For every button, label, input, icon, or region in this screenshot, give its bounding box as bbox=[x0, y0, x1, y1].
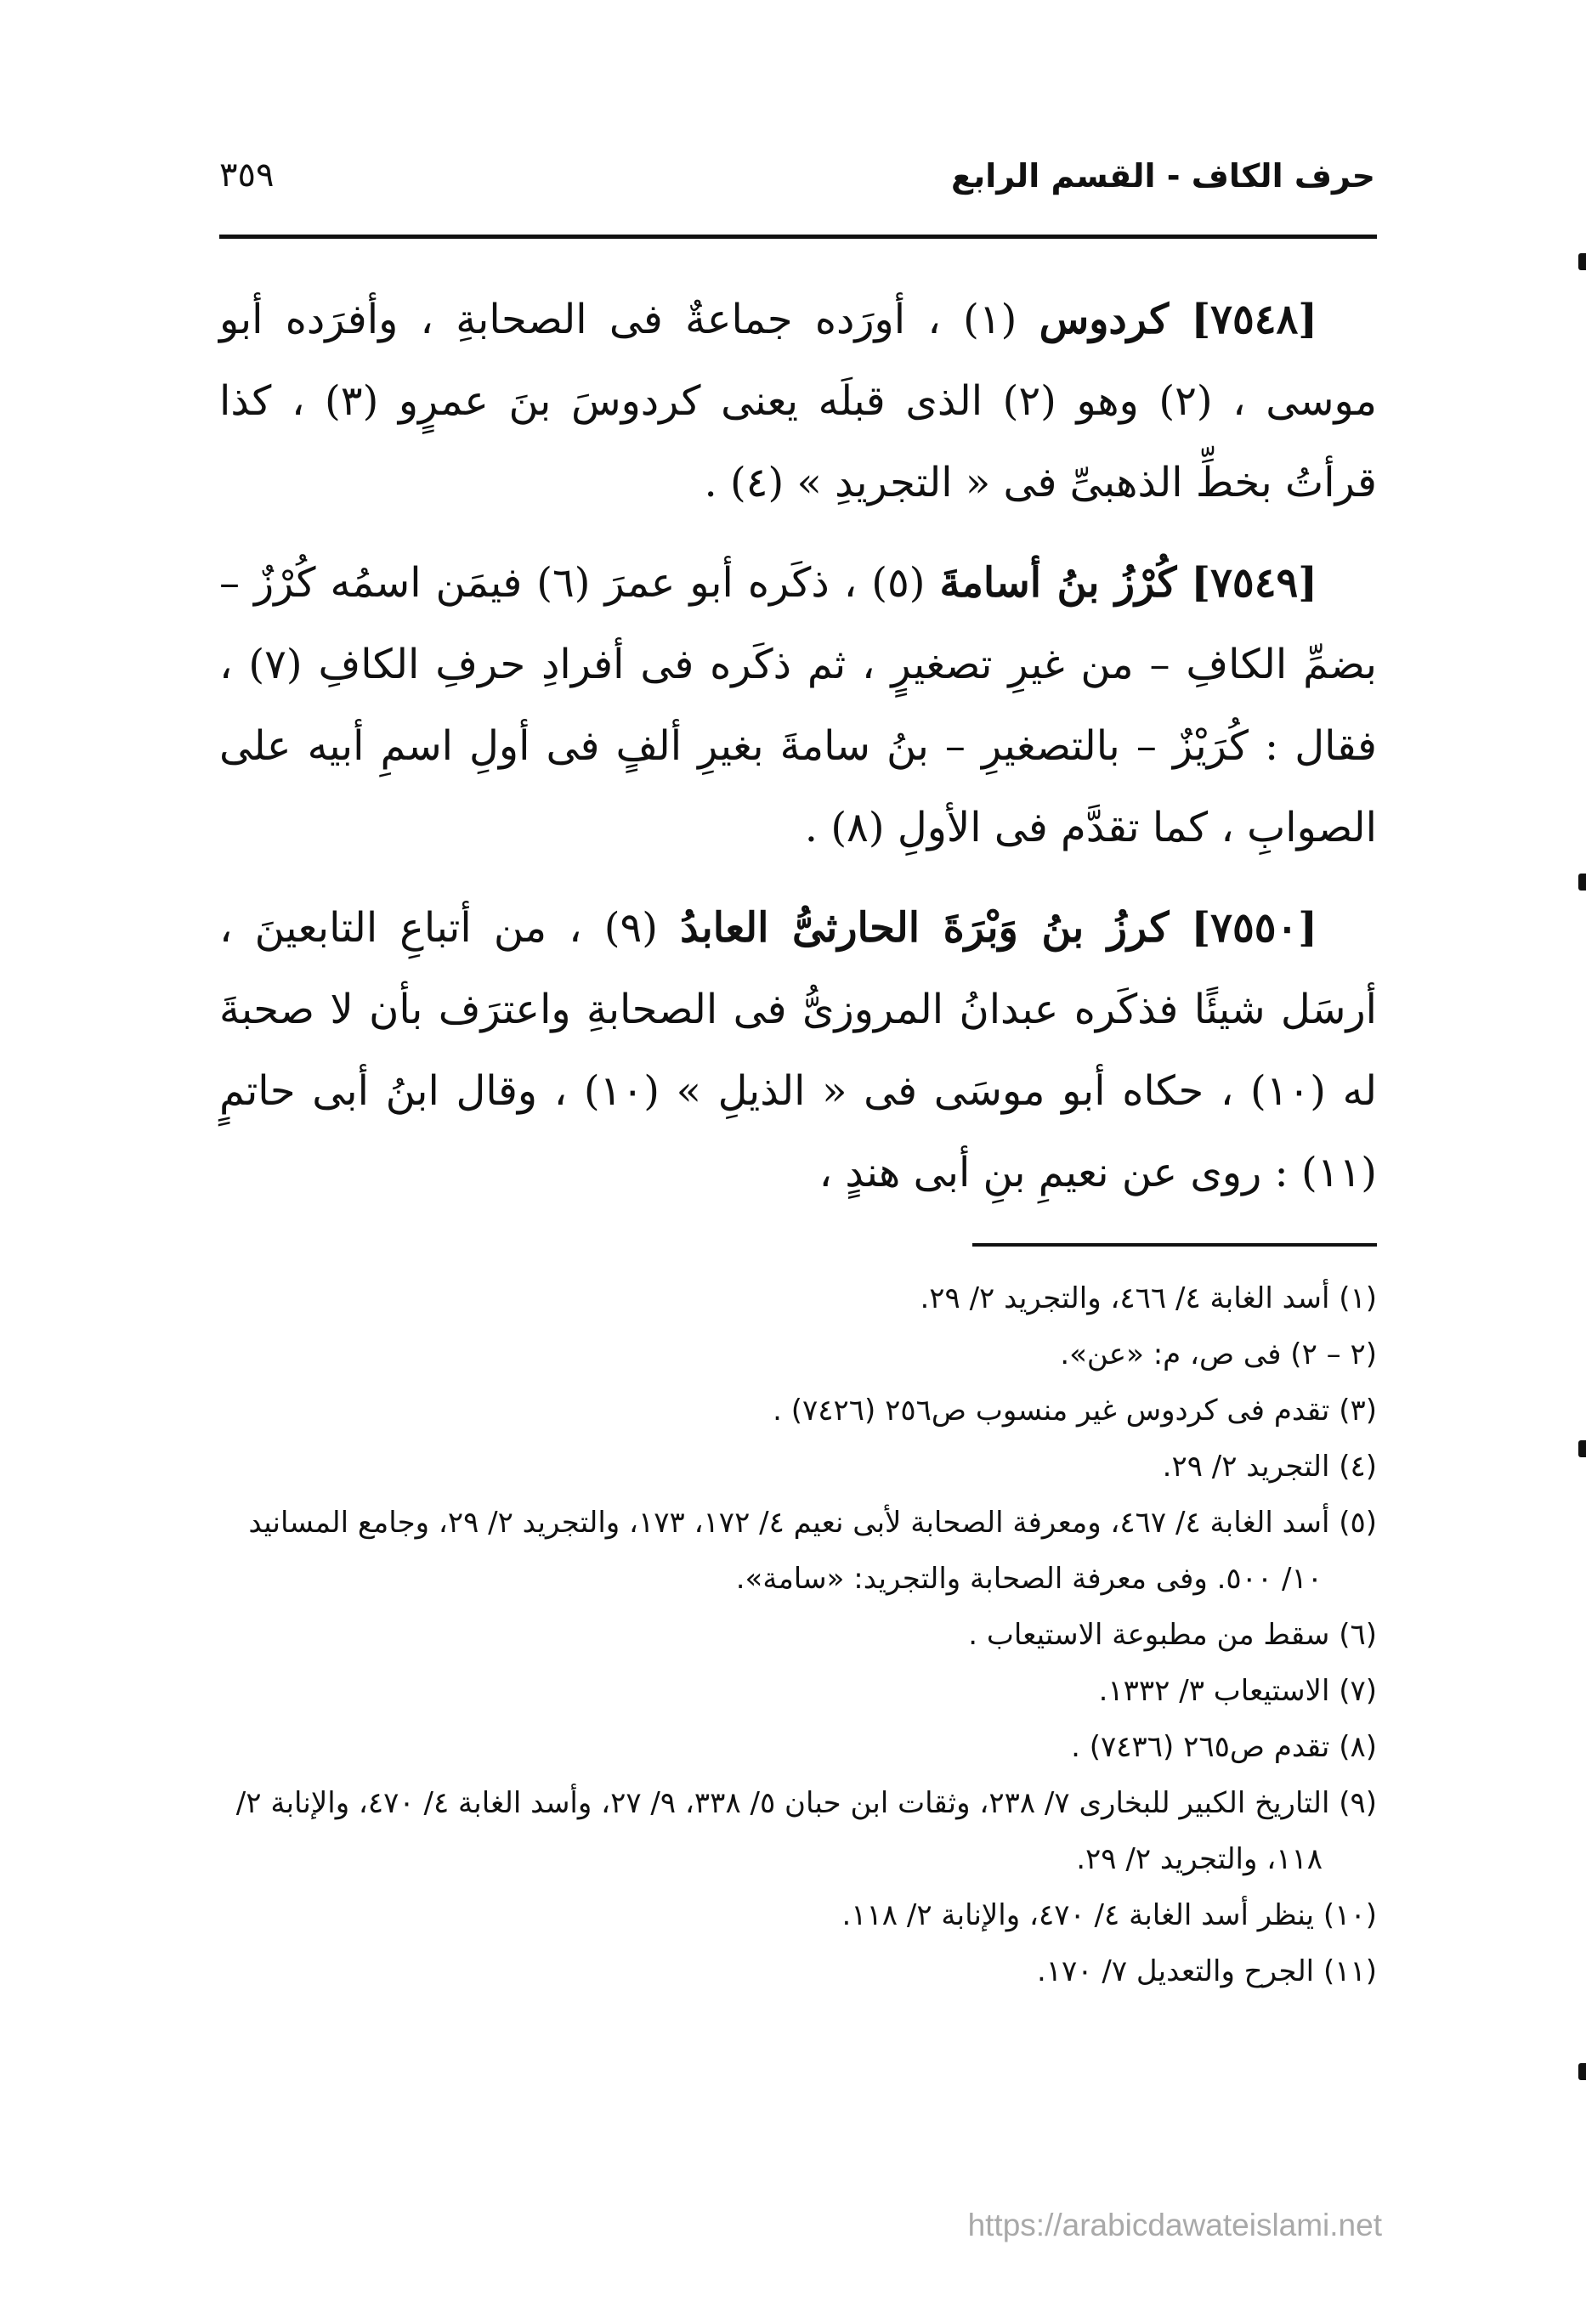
footnote: (٧) الاستيعاب ٣/ ١٣٣٢. bbox=[1098, 1674, 1377, 1708]
scan-edge-mark bbox=[1578, 1440, 1586, 1457]
entry-name: كرزُ بنُ وَبْرَةَ الحارثىُّ العابدُ bbox=[680, 904, 1170, 952]
page-number: ٣٥٩ bbox=[219, 155, 275, 195]
page-header bbox=[219, 157, 1375, 217]
footnote: (٨) تقدم ص٢٦٥ (٧٤٣٦) . bbox=[1071, 1730, 1377, 1764]
footnote: (١٠) ينظر أسد الغابة ٤/ ٤٧٠، والإنابة ٢/ ١١٨. bbox=[841, 1898, 1377, 1932]
header-rule bbox=[219, 235, 1377, 239]
entry-text: (٥) ، ذكَره أبو عمرَ (٦) فيمَن اسمُه كُرْزٌ – بضمِّ الكافِ – من غيرِ تصغيرٍ ، ثم ذكَره فى أفرادِ حرفِ الكافِ (٧) ، فقال : كُرَيْزٌ – بالتصغيرِ – بنُ سامةَ بغيرِ ألفٍ فى أولِ اسمِ أبيه على الصوابِ ، كما تقدَّم فى الأولِ (٨) . bbox=[219, 559, 1377, 851]
footnote: (٦) سقط من مطبوعة الاستيعاب . bbox=[968, 1618, 1377, 1652]
footnote: (١) أسد الغابة ٤/ ٤٦٦، والتجريد ٢/ ٢٩. bbox=[920, 1281, 1377, 1315]
entry-number: [٧٥٤٩] bbox=[1191, 559, 1317, 607]
footnote: (٣) تقدم فى كردوس غير منسوب ص٢٥٦ (٧٤٢٦) . bbox=[773, 1394, 1377, 1428]
scan-edge-mark bbox=[1578, 2063, 1586, 2080]
footnote: (٩) التاريخ الكبير للبخارى ٧/ ٢٣٨، وثقات ابن حبان ٥/ ٣٣٨، ٩/ ٢٧، وأسد الغابة ٤/ ٤٧٠، والإنابة ٢/ ١١٨، والتجريد ٢/ ٢٩. bbox=[235, 1786, 1377, 1876]
entry-text: (٩) ، من أتباعِ التابعينَ ، أرسَل شيئًا فذكَره عبدانُ المروزىُّ فى الصحابةِ واعترَف بأن لا صحبةَ له (١٠) ، حكاه أبو موسَى فى « الذيلِ » (١٠) ، وقال ابنُ أبى حاتمٍ (١١) : روى عن نعيمِ بنِ أبى هندٍ ، bbox=[219, 904, 1377, 1196]
footnote: (٤) التجريد ٢/ ٢٩. bbox=[1162, 1450, 1377, 1484]
scan-edge-mark bbox=[1578, 874, 1586, 891]
scan-edge-mark bbox=[1578, 253, 1586, 270]
footnote-rule bbox=[972, 1243, 1377, 1247]
entry-name: كُرْزُ بنُ أسامةَ bbox=[939, 559, 1177, 607]
entry-7548 bbox=[219, 279, 1377, 523]
entry-number: [٧٥٥٠] bbox=[1191, 904, 1318, 952]
running-title: حرف الكاف - القسم الرابع bbox=[951, 157, 1375, 195]
footnotes bbox=[219, 1270, 1377, 1999]
main-text bbox=[219, 279, 1377, 1232]
entry-name: كردوس bbox=[1039, 296, 1170, 343]
watermark-link[interactable]: https://arabicdawateislami.net bbox=[967, 2208, 1382, 2242]
entry-text: (١) ، أورَده جماعةٌ فى الصحابةِ ، وأفرَده أبو موسى ، (٢) وهو (٢) الذى قبلَه يعنى كردوسَ بنَ عمرٍو (٣) ، كذا قرأتُ بخطِّ الذهبىِّ فى « التجريدِ » (٤) . bbox=[219, 296, 1377, 506]
entry-7549 bbox=[219, 542, 1377, 868]
entry-number: [٧٥٤٨] bbox=[1191, 296, 1317, 343]
footnote: (٥) أسد الغابة ٤/ ٤٦٧، ومعرفة الصحابة لأبى نعيم ٤/ ١٧٢، ١٧٣، والتجريد ٢/ ٢٩، وجامع المسانيد ١٠/ ٥٠٠. وفى معرفة الصحابة والتجريد: «سامة». bbox=[248, 1506, 1377, 1596]
footnote: (١١) الجرح والتعديل ٧/ ١٧٠. bbox=[1036, 1954, 1377, 1988]
footnote: (٢ – ٢) فى ص، م: «عن». bbox=[1060, 1337, 1377, 1371]
entry-7550 bbox=[219, 887, 1377, 1213]
